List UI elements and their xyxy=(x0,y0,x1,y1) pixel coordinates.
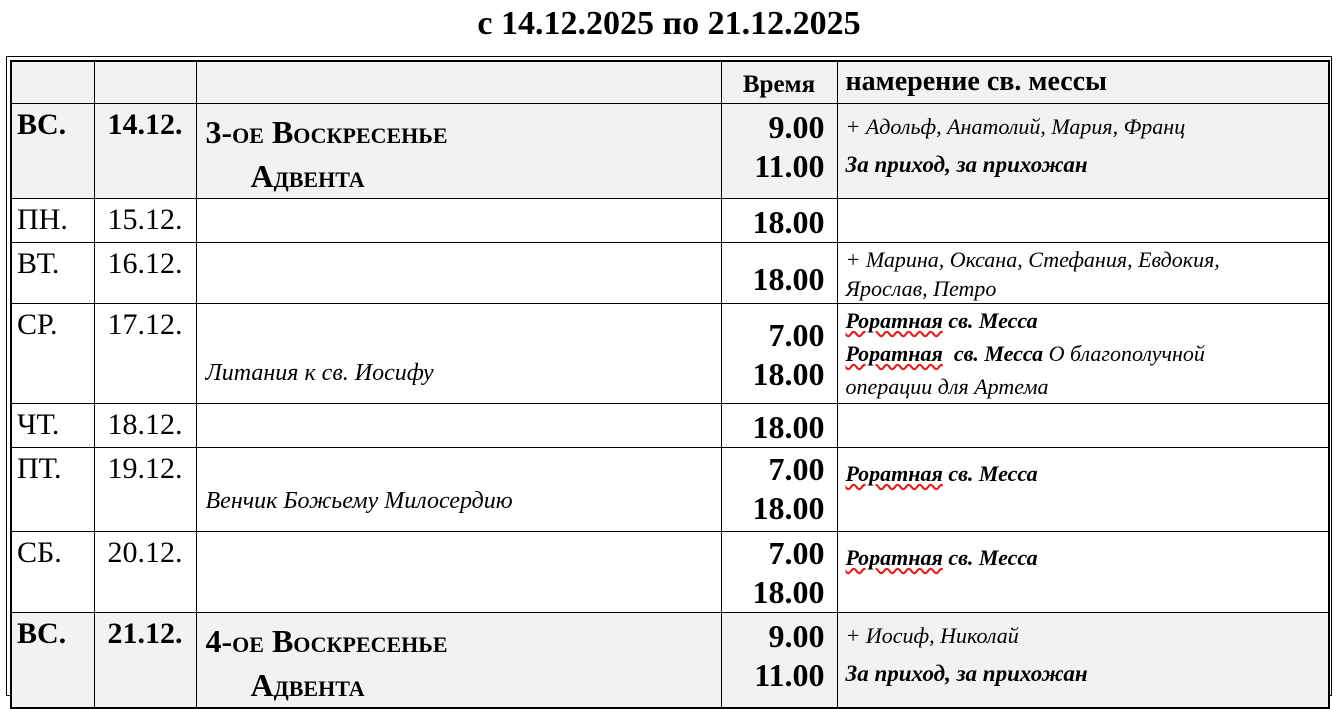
table-row xyxy=(11,242,1329,303)
date-cell: 19.12. xyxy=(94,447,196,531)
intention-line: Ярослав, Петро xyxy=(845,275,997,301)
mass-label: св. Месса xyxy=(948,307,1038,333)
roratnaya-word: Роратная xyxy=(845,544,943,570)
date-cell: 17.12. xyxy=(94,303,196,403)
times-cell xyxy=(721,447,837,531)
intention-line: + Иосиф, Николай xyxy=(845,622,1019,648)
header-cell-event xyxy=(196,61,721,103)
roratnaya-word: Роратная xyxy=(845,340,943,366)
intention-line xyxy=(846,542,1321,573)
intention-line: За приход, за прихожан xyxy=(845,660,1088,686)
mass-time: 7.00 xyxy=(768,534,825,571)
intention-cell xyxy=(837,198,1329,242)
times-cell xyxy=(721,242,837,303)
mass-label: св. Месса xyxy=(953,340,1044,366)
intention-text: операции для Артема xyxy=(845,373,1049,399)
header-cell-date xyxy=(94,61,196,103)
mass-time: 18.00 xyxy=(752,573,825,610)
day-cell: ЧТ. xyxy=(11,403,94,447)
header-time: Время xyxy=(721,61,837,103)
intention-cell xyxy=(837,531,1329,612)
event-cell xyxy=(196,198,721,242)
intention-line xyxy=(846,337,1321,403)
event-cell xyxy=(196,242,721,303)
table-row xyxy=(11,103,1329,198)
mass-label: св. Месса xyxy=(948,544,1038,570)
mass-time: 7.00 xyxy=(768,450,825,487)
mass-time: 11.00 xyxy=(754,147,825,184)
feast-title: 4-ое Воскресенье xyxy=(205,622,448,659)
day-cell: ПН. xyxy=(11,198,94,242)
event-cell: Венчик Божьему Милосердию xyxy=(196,447,721,531)
header-intention: намерение св. мессы xyxy=(837,61,1329,103)
times-cell xyxy=(721,303,837,403)
table-row xyxy=(11,198,1329,242)
table-row xyxy=(11,303,1329,403)
mass-time: 18.00 xyxy=(752,260,825,297)
mass-time: 11.00 xyxy=(754,656,825,693)
date-cell: 16.12. xyxy=(94,242,196,303)
date-cell: 14.12. xyxy=(94,103,196,198)
roratnaya-word: Роратная xyxy=(845,460,943,486)
feast-subtitle: Адвента xyxy=(250,666,365,703)
feast-cell xyxy=(196,612,721,708)
intention-cell xyxy=(837,242,1329,303)
roratnaya-word: Роратная xyxy=(845,307,943,333)
intention-text: О благополучной xyxy=(1048,340,1205,366)
feast-subtitle: Адвента xyxy=(250,157,365,194)
date-cell: 18.12. xyxy=(94,403,196,447)
date-cell: 15.12. xyxy=(94,198,196,242)
intention-line: + Марина, Оксана, Стефания, Евдокия, xyxy=(845,246,1220,272)
day-cell: СР. xyxy=(11,303,94,403)
mass-label: св. Месса xyxy=(948,460,1038,486)
mass-schedule-table xyxy=(10,60,1330,709)
event-cell xyxy=(196,531,721,612)
mass-time: 18.00 xyxy=(752,203,825,240)
intention-cell xyxy=(837,103,1329,198)
table-row xyxy=(11,531,1329,612)
header-cell-day xyxy=(11,61,94,103)
date-cell: 21.12. xyxy=(94,612,196,708)
table-row xyxy=(11,612,1329,708)
times-cell xyxy=(721,103,837,198)
header-row xyxy=(11,61,1329,103)
day-cell: СБ. xyxy=(11,531,94,612)
intention-cell xyxy=(837,447,1329,531)
intention-cell xyxy=(837,612,1329,708)
feast-title: 3-ое Воскресенье xyxy=(205,113,448,150)
times-cell xyxy=(721,531,837,612)
page-title: с 14.12.2025 по 21.12.2025 xyxy=(477,5,861,42)
event-cell: Литания к св. Иосифу xyxy=(196,303,721,403)
times-cell xyxy=(721,403,837,447)
mass-time: 18.00 xyxy=(752,489,825,526)
day-cell: ВТ. xyxy=(11,242,94,303)
table-row xyxy=(11,447,1329,531)
intention-cell xyxy=(837,303,1329,403)
mass-time: 9.00 xyxy=(768,617,825,654)
day-cell: ВС. xyxy=(11,103,94,198)
date-cell: 20.12. xyxy=(94,531,196,612)
mass-time: 18.00 xyxy=(752,355,825,392)
intention-line xyxy=(846,458,1321,489)
mass-time: 9.00 xyxy=(768,108,825,145)
times-cell xyxy=(721,612,837,708)
times-cell xyxy=(721,198,837,242)
intention-cell xyxy=(837,403,1329,447)
feast-cell xyxy=(196,103,721,198)
day-cell: ВС. xyxy=(11,612,94,708)
intention-line xyxy=(846,304,1321,337)
event-cell xyxy=(196,403,721,447)
intention-line: + Адольф, Анатолий, Мария, Франц xyxy=(845,113,1186,139)
mass-time: 18.00 xyxy=(752,408,825,445)
table-row xyxy=(11,403,1329,447)
mass-time: 7.00 xyxy=(768,316,825,353)
intention-line: За приход, за прихожан xyxy=(845,151,1088,177)
day-cell: ПТ. xyxy=(11,447,94,531)
